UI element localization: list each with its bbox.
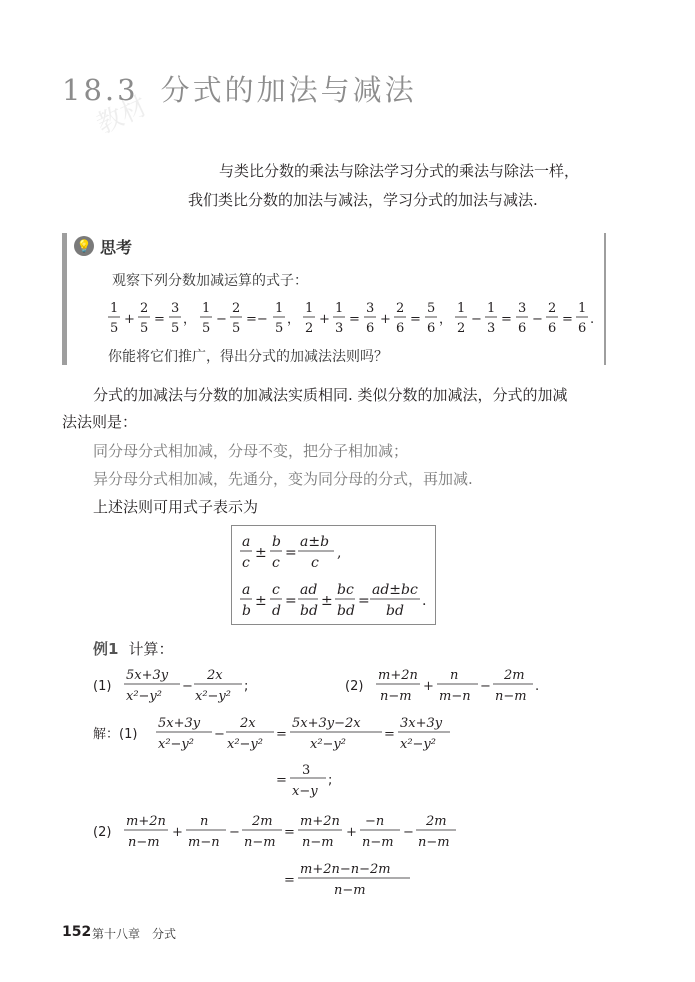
svg-text:±: ± — [255, 545, 267, 561]
svg-text:解：(1): 解：(1) — [93, 727, 138, 742]
svg-text:x−y: x−y — [292, 784, 318, 799]
svg-text:b: b — [272, 534, 281, 550]
svg-text:+: + — [319, 312, 330, 327]
svg-text:m+2n: m+2n — [126, 814, 166, 829]
svg-text:+: + — [172, 825, 183, 840]
solution-2-line-1 — [93, 814, 456, 850]
solution-1-line-2 — [276, 763, 332, 799]
svg-text:=: = — [154, 312, 165, 327]
svg-text:n−m: n−m — [128, 835, 160, 850]
rule-different-denominator: 异分母分式相加减，先通分，变为同分母的分式，再加减. — [93, 470, 473, 488]
svg-text:x²−y²: x²−y² — [400, 737, 436, 752]
svg-text:−: − — [216, 312, 227, 327]
svg-text:2: 2 — [140, 301, 149, 316]
svg-text:n−m: n−m — [362, 835, 394, 850]
svg-text:5: 5 — [232, 321, 241, 336]
formula-different-denominator — [240, 582, 426, 619]
svg-text:−: − — [182, 679, 193, 694]
svg-text:m+2n: m+2n — [378, 668, 418, 683]
svg-text:=: = — [358, 593, 370, 609]
svg-text:2: 2 — [305, 321, 314, 336]
svg-text:，: ， — [439, 312, 453, 327]
svg-text:a±b: a±b — [300, 534, 330, 550]
svg-text:=: = — [285, 593, 297, 609]
svg-text:3: 3 — [302, 763, 311, 778]
svg-text:1: 1 — [202, 301, 211, 316]
svg-text:−: − — [480, 679, 491, 694]
svg-text:bd: bd — [300, 603, 318, 619]
paragraph-1-line-2: 法法则是： — [62, 413, 138, 431]
svg-text:=: = — [384, 727, 395, 742]
svg-text:m+2n−n−2m: m+2n−n−2m — [300, 862, 391, 877]
svg-text:x²−y²: x²−y² — [227, 737, 263, 752]
svg-text:.: . — [590, 312, 595, 327]
svg-text:bd: bd — [386, 603, 404, 619]
section-title-text: 分式的加法与减法 — [160, 73, 417, 107]
svg-text:−: − — [532, 312, 543, 327]
svg-text:6: 6 — [396, 321, 405, 336]
svg-text:;: ; — [244, 679, 249, 694]
solution-1-line-1 — [93, 716, 450, 752]
svg-text:6: 6 — [548, 321, 557, 336]
svg-text:.: . — [535, 679, 540, 694]
think-title: 思考 — [100, 238, 133, 257]
svg-text:2: 2 — [232, 301, 241, 316]
svg-text:−: − — [403, 825, 414, 840]
svg-text:6: 6 — [366, 321, 375, 336]
svg-text:1: 1 — [457, 301, 466, 316]
think-fraction-line — [108, 301, 594, 336]
svg-text:−n: −n — [365, 814, 385, 829]
svg-text:m−n: m−n — [188, 835, 220, 850]
svg-text:2m: 2m — [426, 814, 447, 829]
svg-text:c: c — [272, 582, 280, 598]
intro-line-1: 与类比分数的乘法与除法学习分式的乘法与除法一样， — [219, 162, 580, 180]
svg-text:2x: 2x — [207, 668, 223, 683]
svg-text:=: = — [349, 312, 360, 327]
svg-text:x²−y²: x²−y² — [126, 689, 162, 704]
svg-text:2: 2 — [548, 301, 557, 316]
paragraph-2: 上述法则可用式子表示为 — [93, 498, 259, 516]
svg-text:ad±bc: ad±bc — [372, 582, 418, 598]
svg-text:2m: 2m — [504, 668, 525, 683]
svg-text:6: 6 — [578, 321, 587, 336]
svg-text:n−m: n−m — [495, 689, 527, 704]
svg-text:3: 3 — [518, 301, 527, 316]
svg-text:b: b — [242, 603, 251, 619]
svg-text:1: 1 — [578, 301, 587, 316]
svg-text:2: 2 — [396, 301, 405, 316]
svg-text:bd: bd — [337, 603, 355, 619]
svg-text:n−m: n−m — [244, 835, 276, 850]
svg-text:5x+3y−2x: 5x+3y−2x — [292, 716, 361, 731]
svg-text:6: 6 — [518, 321, 527, 336]
problem-1 — [93, 668, 248, 704]
svg-text:ad: ad — [300, 582, 318, 598]
svg-text:=: = — [284, 825, 295, 840]
svg-text:±: ± — [321, 593, 333, 609]
think-prompt: 观察下列分数加减运算的式子： — [112, 273, 308, 289]
svg-text:.: . — [422, 593, 427, 609]
svg-text:5: 5 — [140, 321, 149, 336]
svg-text:m+2n: m+2n — [300, 814, 340, 829]
svg-text:2m: 2m — [252, 814, 273, 829]
svg-text:a: a — [242, 582, 251, 598]
svg-text:=: = — [284, 873, 295, 888]
svg-text:3: 3 — [335, 321, 344, 336]
page-number: 152 — [62, 924, 92, 940]
svg-text:±: ± — [255, 593, 267, 609]
svg-text:c: c — [311, 555, 319, 571]
svg-text:=: = — [276, 727, 287, 742]
svg-text:d: d — [272, 603, 281, 619]
svg-text:,: , — [337, 545, 342, 561]
example-instruction: 计算： — [128, 640, 174, 658]
problem-2 — [345, 668, 539, 704]
svg-text:(2): (2) — [345, 679, 364, 694]
svg-text:(2): (2) — [93, 825, 112, 840]
svg-text:3x+3y: 3x+3y — [400, 716, 443, 731]
svg-text:;: ; — [328, 773, 333, 788]
svg-text:=: = — [276, 773, 287, 788]
svg-text:=: = — [410, 312, 421, 327]
chapter-label: 第十八章 分式 — [92, 927, 177, 941]
example-label: 例1 — [93, 640, 119, 658]
svg-text:2: 2 — [457, 321, 466, 336]
rule-same-denominator: 同分母分式相加减，分母不变，把分子相加减； — [93, 442, 409, 460]
section-number: 18.3 — [62, 73, 139, 107]
svg-text:x²−y²: x²−y² — [158, 737, 194, 752]
svg-text:c: c — [272, 555, 280, 571]
svg-text:n−m: n−m — [418, 835, 450, 850]
svg-text:5x+3y: 5x+3y — [126, 668, 169, 683]
svg-text:+: + — [124, 312, 135, 327]
svg-text:+: + — [380, 312, 391, 327]
svg-text:c: c — [242, 555, 250, 571]
formula-same-denominator — [240, 534, 341, 571]
svg-text:=: = — [285, 545, 297, 561]
svg-text:6: 6 — [427, 321, 436, 336]
svg-text:a: a — [242, 534, 251, 550]
svg-text:1: 1 — [275, 301, 284, 316]
svg-text:5: 5 — [171, 321, 180, 336]
svg-text:5x+3y: 5x+3y — [158, 716, 201, 731]
svg-text:n: n — [200, 814, 209, 829]
svg-text:m−n: m−n — [439, 689, 471, 704]
watermark: 教材 — [92, 91, 152, 141]
svg-text:(1): (1) — [93, 679, 112, 694]
svg-text:3: 3 — [487, 321, 496, 336]
svg-text:+: + — [346, 825, 357, 840]
svg-text:3: 3 — [366, 301, 375, 316]
solution-2-line-2 — [284, 862, 410, 898]
svg-text:5: 5 — [427, 301, 436, 316]
svg-text:3: 3 — [171, 301, 180, 316]
svg-text:，: ， — [287, 312, 301, 327]
svg-text:5: 5 — [110, 321, 119, 336]
think-question: 你能将它们推广，得出分式的加减法法则吗？ — [108, 349, 388, 365]
svg-text:=−: =− — [246, 312, 268, 327]
svg-text:=: = — [501, 312, 512, 327]
svg-text:x²−y²: x²−y² — [195, 689, 231, 704]
svg-text:n−m: n−m — [302, 835, 334, 850]
lightbulb-icon: 💡 — [74, 236, 94, 256]
svg-text:n−m: n−m — [334, 883, 366, 898]
svg-text:n: n — [450, 668, 459, 683]
svg-text:1: 1 — [110, 301, 119, 316]
svg-text:bc: bc — [337, 582, 354, 598]
svg-text:+: + — [423, 679, 434, 694]
svg-text:−: − — [471, 312, 482, 327]
svg-text:5: 5 — [275, 321, 284, 336]
svg-text:x²−y²: x²−y² — [310, 737, 346, 752]
svg-text:−: − — [229, 825, 240, 840]
svg-text:2x: 2x — [240, 716, 256, 731]
svg-text:，: ， — [183, 312, 197, 327]
svg-text:1: 1 — [305, 301, 314, 316]
paragraph-1-line-1: 分式的加减法与分数的加减法实质相同. 类似分数的加减法，分式的加减 — [93, 386, 568, 404]
svg-text:−: − — [214, 727, 225, 742]
intro-line-2: 我们类比分数的加法与减法，学习分式的加法与减法. — [188, 191, 538, 209]
svg-text:1: 1 — [335, 301, 344, 316]
svg-text:1: 1 — [487, 301, 496, 316]
svg-text:n−m: n−m — [380, 689, 412, 704]
svg-text:=: = — [562, 312, 573, 327]
svg-text:5: 5 — [202, 321, 211, 336]
